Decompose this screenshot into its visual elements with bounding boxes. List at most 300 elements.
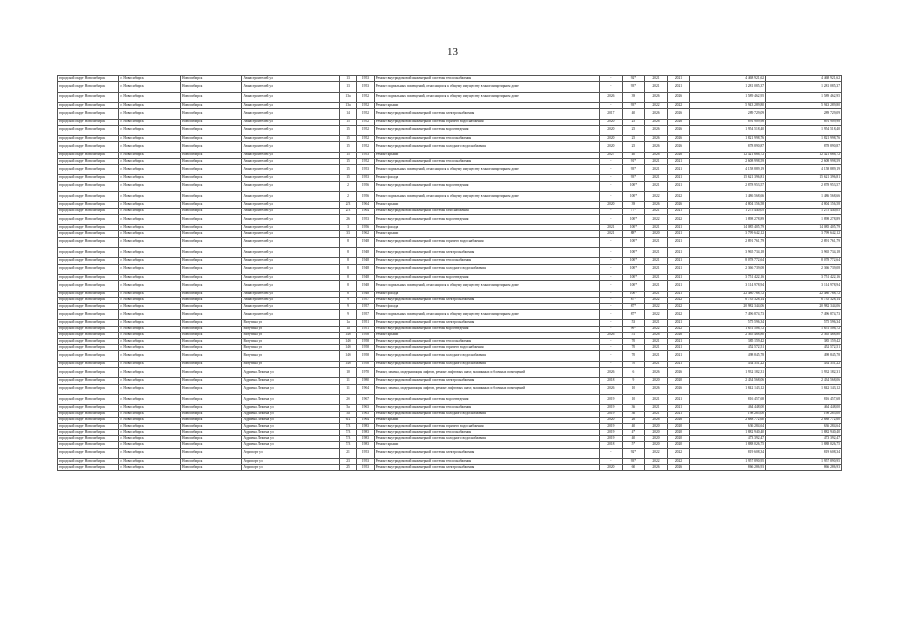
end-year-cell: 2021 [667,281,690,291]
cost-total-cell: 20 982 344,06 [690,303,766,309]
start-year-cell: 2021 [645,291,668,297]
plan-year-cell: 2017 [600,109,623,119]
end-year-cell: 2021 [667,208,690,214]
end-year-cell: 2026 [667,367,690,377]
city-cell: Новосибирск [180,119,241,125]
start-year-cell: 2021 [645,175,668,181]
street-cell: Адриена Лежена ул [242,405,339,411]
street-cell: Авиастроителей ул [242,125,339,135]
cost-total-cell: 4 158 889,19 [690,165,766,175]
plan-year-cell: - [600,291,623,297]
end-year-cell: 2021 [667,339,690,345]
build-year-cell: 1958 [357,345,374,351]
district-cell: городской округ Новосибирск [58,152,119,158]
start-year-cell: 2021 [645,361,668,367]
cost-total-cell: 3 114 978,94 [690,281,766,291]
district-cell: городской округ Новосибирск [58,175,119,181]
cost-total-cell: 2 434 568,06 [690,378,766,384]
house-cell: 13 [339,76,356,82]
city-cell: Новосибирск [180,417,241,423]
district-cell: городской округ Новосибирск [58,378,119,384]
plan-year-cell: - [600,345,623,351]
start-year-cell: 2020 [645,378,668,384]
street-cell: Авиастроителей ул [242,303,339,309]
house-cell: 13 [339,82,356,92]
locality-cell: г. Новосибирск [119,291,180,297]
work-type-cell: Ремонт внутридомовой инженерной системы водоотведения [374,326,599,332]
build-year-cell: 1957 [357,310,374,320]
wear-cell: 92* [622,448,645,458]
cost-total-cell: 1 486 568,66 [690,192,766,202]
house-cell: 8 [339,274,356,280]
end-year-cell: 2020 [667,430,690,436]
start-year-cell: 2021 [645,339,668,345]
house-cell: 2/3 [339,202,356,208]
house-cell: 9 [339,297,356,303]
build-year-cell: 1958 [357,332,374,338]
work-type-cell: Ремонт подвальных помещений, относящихся к общему имуществу в многоквартирном доме [374,165,599,175]
start-year-cell: 2020 [645,423,668,429]
city-cell: Новосибирск [180,310,241,320]
work-type-cell: Ремонт фасада [374,303,599,309]
table-row [58,264,842,274]
work-type-cell: Ремонт внутридомовой инженерной системы теплоснабжения [374,136,599,142]
locality-cell: г. Новосибирск [119,158,180,164]
cost-total-cell: 3 751 422,16 [690,274,766,280]
plan-year-cell: - [600,258,623,264]
locality-cell: г. Новосибирск [119,192,180,202]
cost-fund-cell: 434 351,22 [766,361,842,367]
house-cell: 14б [339,339,356,345]
wear-cell: 100* [622,264,645,274]
wear-cell: 87* [622,303,645,309]
cost-total-cell: 15 621 396,81 [690,175,766,181]
locality-cell: г. Новосибирск [119,367,180,377]
city-cell: Новосибирск [180,82,241,92]
city-cell: Новосибирск [180,258,241,264]
street-cell: Ватутина ул [242,320,339,326]
cost-fund-cell: 1 954 518,40 [766,125,842,135]
locality-cell: г. Новосибирск [119,351,180,361]
cost-fund-cell: 198 285,00 [766,411,842,417]
wear-cell: 10 [622,394,645,404]
build-year-cell: 1958 [357,351,374,361]
plan-year-cell: - [600,247,623,257]
work-type-cell: Ремонт внутридомовой инженерной системы горячего водоснабжения [374,237,599,247]
table-row [58,281,842,291]
city-cell: Новосибирск [180,291,241,297]
city-cell: Новосибирск [180,192,241,202]
cost-fund-cell: 3 114 978,94 [766,281,842,291]
work-type-cell: Ремонт внутридомовой инженерной системы электроснабжения [374,465,599,471]
start-year-cell: 2021 [645,208,668,214]
city-cell: Новосибирск [180,367,241,377]
plan-year-cell: 2026 [600,92,623,102]
street-cell: Авиастроителей ул [242,231,339,237]
work-type-cell: Ремонт, замена, модернизация лифтов, ремонт лифтовых шахт, машинных и блочных помещений [374,384,599,394]
end-year-cell: 2021 [667,258,690,264]
house-cell: 2/3 [339,208,356,214]
plan-year-cell: - [600,214,623,224]
work-type-cell: Ремонт внутридомовой инженерной системы теплоснабжения [374,158,599,164]
house-cell: 14б [339,351,356,361]
end-year-cell: 2022 [667,102,690,108]
plan-year-cell: 2018 [600,442,623,448]
locality-cell: г. Новосибирск [119,274,180,280]
wear-cell: 100* [622,192,645,202]
build-year-cell: 1964 [357,208,374,214]
table-row [58,192,842,202]
cost-fund-cell: 878 890,87 [766,142,842,152]
locality-cell: г. Новосибирск [119,76,180,82]
street-cell: Авиастроителей ул [242,310,339,320]
district-cell: городской округ Новосибирск [58,465,119,471]
wear-cell: 99* [622,326,645,332]
cost-fund-cell: 2 688 772,60 [766,417,842,423]
cost-fund-cell: 1 882 940,40 [766,430,842,436]
street-cell: Адриена Лежена ул [242,378,339,384]
work-type-cell: Ремонт подвальных помещений, относящихся к общему имуществу в многоквартирном доме [374,281,599,291]
start-year-cell: 2021 [645,225,668,231]
cost-total-cell: 866 286,93 [690,465,766,471]
locality-cell: г. Новосибирск [119,411,180,417]
build-year-cell: 1983 [357,442,374,448]
district-cell: городской округ Новосибирск [58,136,119,142]
locality-cell: г. Новосибирск [119,345,180,351]
build-year-cell: 1952 [357,125,374,135]
build-year-cell: 1956 [357,181,374,191]
plan-year-cell: - [600,175,623,181]
district-cell: городской округ Новосибирск [58,102,119,108]
end-year-cell: 2026 [667,142,690,152]
locality-cell: г. Новосибирск [119,417,180,423]
street-cell: Авиастроителей ул [242,291,339,297]
work-type-cell: Ремонт внутридомовой инженерной системы холодного водоснабжения [374,436,599,442]
start-year-cell: 2021 [645,411,668,417]
start-year-cell: 2022 [645,102,668,108]
district-cell: городской округ Новосибирск [58,214,119,224]
start-year-cell: 2021 [645,258,668,264]
plan-year-cell: - [600,310,623,320]
city-cell: Новосибирск [180,214,241,224]
district-cell: городской округ Новосибирск [58,142,119,152]
wear-cell: 25 [622,125,645,135]
cost-total-cell: 7 496 874,73 [690,310,766,320]
house-cell: 6/2 [339,417,356,423]
street-cell: Ватутина ул [242,326,339,332]
locality-cell: г. Новосибирск [119,82,180,92]
street-cell: Авиастроителей ул [242,136,339,142]
table-row [58,465,842,471]
start-year-cell: 2020 [645,231,668,237]
wear-cell: 26 [622,417,645,423]
build-year-cell: 1952 [357,158,374,164]
build-year-cell: 1953 [357,82,374,92]
city-cell: Новосибирск [180,181,241,191]
plan-year-cell: - [600,297,623,303]
work-type-cell: Ремонт внутридомовой инженерной системы теплоснабжения [374,258,599,264]
plan-year-cell: 2019 [600,405,623,411]
cost-total-cell: 1 281 085,37 [690,82,766,92]
cost-fund-cell: 1 842 143,12 [766,384,842,394]
work-type-cell: Ремонт подвальных помещений, относящихся к общему имуществу в многоквартирном доме [374,82,599,92]
wear-cell: 25 [622,119,645,125]
plan-year-cell: 2019 [600,436,623,442]
work-type-cell: Ремонт, замена, модернизация лифтов, ремонт лифтовых шахт, машинных и блочных помещений [374,367,599,377]
house-cell: 8 [339,247,356,257]
start-year-cell: 2021 [645,274,668,280]
end-year-cell: 2022 [667,326,690,332]
locality-cell: г. Новосибирск [119,281,180,291]
wear-cell: 36 [622,405,645,411]
end-year-cell: 2021 [667,361,690,367]
cost-total-cell: 14 085 405,79 [690,225,766,231]
cost-fund-cell: 3 799 642,12 [766,231,842,237]
locality-cell: г. Новосибирск [119,247,180,257]
street-cell: Адриена Лежена ул [242,442,339,448]
plan-year-cell: - [600,82,623,92]
build-year-cell: 1958 [357,339,374,345]
plan-year-cell: - [600,351,623,361]
build-year-cell: 1953 [357,165,374,175]
cost-fund-cell: 2 434 568,06 [766,378,842,384]
district-cell: городской округ Новосибирск [58,231,119,237]
wear-cell: 25 [622,136,645,142]
locality-cell: г. Новосибирск [119,175,180,181]
end-year-cell: 2021 [667,247,690,257]
street-cell: Авиастроителей ул [242,109,339,119]
build-year-cell: 1948 [357,247,374,257]
cost-total-cell: 819 608,34 [690,448,766,458]
locality-cell: г. Новосибирск [119,152,180,158]
wear-cell: 100* [622,258,645,264]
house-cell: 13а [339,92,356,102]
build-year-cell: 1953 [357,465,374,471]
city-cell: Новосибирск [180,423,241,429]
wear-cell: 40 [622,436,645,442]
build-year-cell: 1980 [357,378,374,384]
city-cell: Новосибирск [180,430,241,436]
cost-total-cell: 4 804 156,58 [690,202,766,208]
work-type-cell: Ремонт внутридомовой инженерной системы электроснабжения [374,378,599,384]
work-type-cell: Ремонт внутридомовой инженерной системы водоотведения [374,181,599,191]
cost-fund-cell: 3 965 734,18 [766,247,842,257]
plan-year-cell: 2020 [600,136,623,142]
build-year-cell: 1957 [357,303,374,309]
street-cell: Авиастроителей ул [242,165,339,175]
city-cell: Новосибирск [180,208,241,214]
house-cell: 10 [339,367,356,377]
table-row [58,237,842,247]
end-year-cell: 2022 [667,297,690,303]
cost-total-cell: 198 285,00 [690,411,766,417]
cost-total-cell: 8 078 772,64 [690,258,766,264]
start-year-cell: 2026 [645,125,668,135]
house-cell: 14б [339,361,356,367]
repair-program-table-wrap [57,75,842,471]
cost-total-cell: 6 735 328,14 [690,297,766,303]
house-cell: 15 [339,119,356,125]
locality-cell: г. Новосибирск [119,436,180,442]
house-cell: 21 [339,448,356,458]
house-cell: 5а [339,411,356,417]
street-cell: Авиастроителей ул [242,258,339,264]
table-row [58,82,842,92]
cost-total-cell: 2 688 772,60 [690,417,766,423]
plan-year-cell: 2026 [600,384,623,394]
end-year-cell: 2021 [667,291,690,297]
locality-cell: г. Новосибирск [119,214,180,224]
plan-year-cell: 2026 [600,367,623,377]
city-cell: Новосибирск [180,274,241,280]
district-cell: городской округ Новосибирск [58,264,119,274]
cost-total-cell: 434 351,22 [690,361,766,367]
build-year-cell: 1983 [357,436,374,442]
locality-cell: г. Новосибирск [119,326,180,332]
city-cell: Новосибирск [180,231,241,237]
locality-cell: г. Новосибирск [119,465,180,471]
plan-year-cell: 2019 [600,411,623,417]
street-cell: Авиастроителей ул [242,297,339,303]
build-year-cell: 1953 [357,175,374,181]
locality-cell: г. Новосибирск [119,405,180,411]
street-cell: Авиастроителей ул [242,92,339,102]
cost-fund-cell: 5 943 289,80 [766,102,842,108]
work-type-cell: Ремонт подвальных помещений, относящихся к общему имуществу в многоквартирном доме [374,92,599,102]
work-type-cell: Ремонт фасада [374,175,599,181]
work-type-cell: Ремонт подвальных помещений, относящихся к общему имуществу в многоквартирном доме [374,310,599,320]
table-row [58,448,842,458]
house-cell: 15 [339,165,356,175]
start-year-cell: 2026 [645,142,668,152]
table-row [58,92,842,102]
cost-fund-cell: 2 366 739,08 [766,264,842,274]
work-type-cell: Ремонт внутридомовой инженерной системы холодного водоснабжения [374,411,599,417]
work-type-cell: Ремонт внутридомовой инженерной системы электроснабжения [374,109,599,119]
cost-fund-cell: 1 281 085,37 [766,82,842,92]
district-cell: городской округ Новосибирск [58,192,119,202]
end-year-cell: 2022 [667,214,690,224]
cost-fund-cell: 2 608 998,59 [766,158,842,164]
cost-fund-cell: 1 486 568,66 [766,192,842,202]
end-year-cell: 2021 [667,345,690,351]
street-cell: Авиастроителей ул [242,142,339,152]
work-type-cell: Ремонт внутридомовой инженерной системы водоотведения [374,125,599,135]
start-year-cell: 2021 [645,351,668,361]
build-year-cell: 1958 [357,361,374,367]
cost-fund-cell: 866 286,93 [766,465,842,471]
street-cell: Авиастроителей ул [242,202,339,208]
plan-year-cell: 2026 [600,332,623,338]
plan-year-cell: - [600,181,623,191]
plan-year-cell: 2020 [600,465,623,471]
district-cell: городской округ Новосибирск [58,247,119,257]
district-cell: городской округ Новосибирск [58,82,119,92]
build-year-cell: 1952 [357,102,374,108]
cost-fund-cell: 498 845,78 [766,351,842,361]
cost-total-cell: 816 457,68 [690,394,766,404]
city-cell: Новосибирск [180,125,241,135]
table-row [58,351,842,361]
wear-cell: 88* [622,231,645,237]
work-type-cell: Ремонт внутридомовой инженерной системы холодного водоснабжения [374,361,599,367]
wear-cell: 5* [622,442,645,448]
street-cell: Адриена Лежена ул [242,367,339,377]
table-row [58,142,842,152]
work-type-cell: Ремонт внутридомовой инженерной системы теплоснабжения [374,430,599,436]
locality-cell: г. Новосибирск [119,264,180,274]
district-cell: городской округ Новосибирск [58,297,119,303]
cost-fund-cell: 2 365 468,80 [766,332,842,338]
end-year-cell: 2021 [667,394,690,404]
city-cell: Новосибирск [180,345,241,351]
end-year-cell: 2021 [667,82,690,92]
district-cell: городской округ Новосибирск [58,109,119,119]
start-year-cell: 2021 [645,281,668,291]
start-year-cell: 2021 [645,405,668,411]
cost-fund-cell: 385 159,42 [766,339,842,345]
cost-fund-cell: 1 589 462,95 [766,92,842,102]
start-year-cell: 2021 [645,247,668,257]
start-year-cell: 2022 [645,459,668,465]
end-year-cell: 2026 [667,125,690,135]
locality-cell: г. Новосибирск [119,119,180,125]
cost-total-cell: 1 882 940,40 [690,430,766,436]
locality-cell: г. Новосибирск [119,448,180,458]
district-cell: городской округ Новосибирск [58,202,119,208]
table-row [58,214,842,224]
plan-year-cell: 2021 [600,231,623,237]
build-year-cell: 1964 [357,202,374,208]
build-year-cell: 1952 [357,119,374,125]
locality-cell: г. Новосибирск [119,237,180,247]
district-cell: городской округ Новосибирск [58,405,119,411]
city-cell: Новосибирск [180,281,241,291]
wear-cell: 100* [622,214,645,224]
plan-year-cell: 2020 [600,125,623,135]
cost-total-cell: 3 799 642,12 [690,231,766,237]
cost-total-cell: 1 898 278,89 [690,214,766,224]
end-year-cell: 2026 [667,202,690,208]
work-type-cell: Ремонт внутридомовой инженерной системы водоотведения [374,214,599,224]
locality-cell: г. Новосибирск [119,258,180,264]
street-cell: Авиастроителей ул [242,102,339,108]
end-year-cell: 2022 [667,192,690,202]
end-year-cell: 2022 [667,310,690,320]
wear-cell: 70 [622,339,645,345]
end-year-cell: 2026 [667,417,690,423]
cost-total-cell: 878 890,87 [690,142,766,152]
build-year-cell: 1983 [357,423,374,429]
street-cell: Ватутина ул [242,351,339,361]
plan-year-cell: 2020 [600,142,623,152]
locality-cell: г. Новосибирск [119,142,180,152]
end-year-cell: 2021 [667,351,690,361]
work-type-cell: Ремонт внутридомовой инженерной системы теплоснабжения [374,405,599,411]
house-cell: 8 [339,291,356,297]
house-cell: 8 [339,264,356,274]
cost-total-cell: 5 943 289,80 [690,102,766,108]
district-cell: городской округ Новосибирск [58,125,119,135]
city-cell: Новосибирск [180,175,241,181]
district-cell: городской округ Новосибирск [58,320,119,326]
cost-fund-cell: 12 421 666,72 [766,152,842,158]
cost-total-cell: 22 480 768,72 [690,291,766,297]
locality-cell: г. Новосибирск [119,125,180,135]
district-cell: городской округ Новосибирск [58,165,119,175]
locality-cell: г. Новосибирск [119,136,180,142]
start-year-cell: 2022 [645,297,668,303]
